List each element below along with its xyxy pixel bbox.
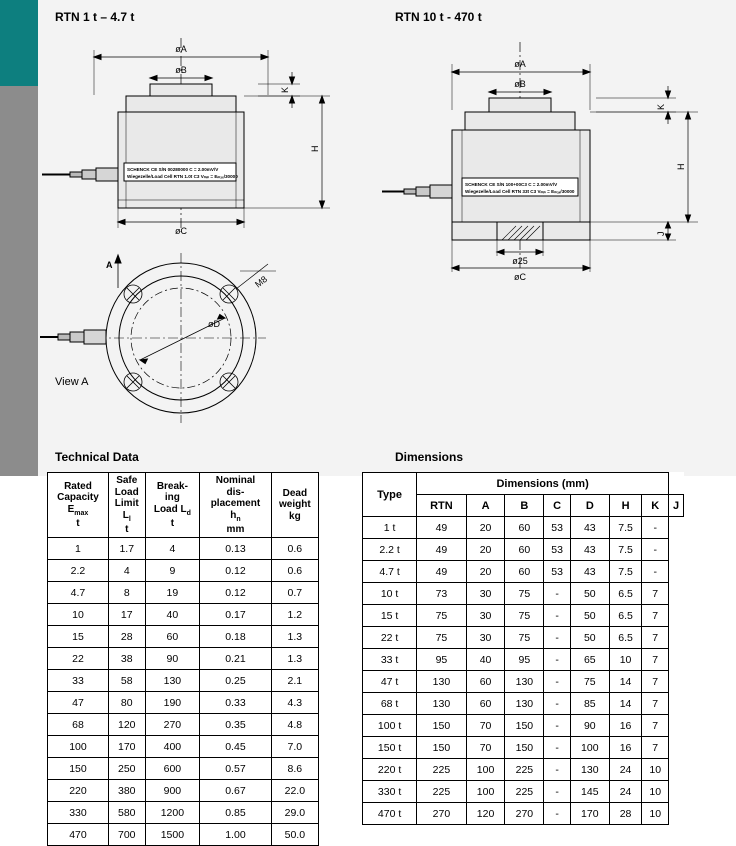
table-cell: 7 [642,693,669,715]
table-cell: 8.6 [271,758,318,780]
nameplate-right-line2: Wiegezelle/Load Cell RTN 33t C3 Vₘᵢₙ = Eₘₐₓ/30000 [465,189,575,194]
table-cell: 130 [570,759,609,781]
table-cell: 0.25 [200,670,272,692]
table-cell: 130 [505,671,544,693]
table-cell: 0.6 [271,538,318,560]
table-cell: 50 [570,627,609,649]
table-cell: 2.2 [48,560,109,582]
technical-data-table [47,472,319,846]
th-line: t [76,517,80,529]
table-cell: 95 [417,649,466,671]
table-row [48,692,319,714]
table-cell: 75 [505,583,544,605]
table-cell: - [642,517,669,539]
table-cell: 120 [108,714,145,736]
table-cell: 10 t [363,583,417,605]
table-cell: 40 [145,604,200,626]
table-cell: 0.7 [271,582,318,604]
table-cell: 1 [48,538,109,560]
table-cell: 330 [48,802,109,824]
table-cell: 225 [417,759,466,781]
th-line: Load $L_d$ [153,503,191,517]
table-cell: 7.0 [271,736,318,758]
table-cell: 80 [108,692,145,714]
table-cell: - [544,715,571,737]
svg-text:øC: øC [175,226,187,236]
table-row [363,539,684,561]
table-cell: 270 [417,803,466,825]
svg-text:øB: øB [514,79,526,89]
table-cell: 150 [505,737,544,759]
table-cell: 68 t [363,693,417,715]
table-cell: 75 [505,627,544,649]
table-cell: 7.5 [609,517,642,539]
table-cell: 130 [417,693,466,715]
svg-text:øD: øD [208,319,220,329]
table-cell: 220 t [363,759,417,781]
table-cell: 75 [505,605,544,627]
table-cell: 75 [417,627,466,649]
table-cell: 50 [570,583,609,605]
table-row [363,715,684,737]
table-cell: 70 [466,737,505,759]
table-cell: 470 [48,824,109,846]
table-cell: 7 [642,583,669,605]
th-line: Limit [114,498,139,509]
table-cell: 60 [505,539,544,561]
heading-right-drawing: RTN 10 t - 470 t [395,10,482,24]
table-row [363,671,684,693]
table-cell: 6.5 [609,605,642,627]
table-cell: 170 [570,803,609,825]
table-header-row [48,473,319,538]
table-cell: 0.17 [200,604,272,626]
table-cell: 100 [466,759,505,781]
table-row [48,538,319,560]
table-cell: 0.33 [200,692,272,714]
svg-text:M8: M8 [253,273,270,290]
table-cell: 0.12 [200,560,272,582]
table-cell: 150 t [363,737,417,759]
th-line: weight [279,499,311,511]
table-cell: 20 [466,517,505,539]
table-cell: 14 [609,693,642,715]
table-cell: 9 [145,560,200,582]
th-line: Break- [156,480,188,492]
table-row [363,649,684,671]
table-cell: 170 [108,736,145,758]
table-row [48,802,319,824]
table-cell: 30 [466,627,505,649]
table-cell: 6.5 [609,583,642,605]
table-cell: 1.2 [271,604,318,626]
table-cell: 7 [642,649,669,671]
table-cell: 0.45 [200,736,272,758]
table-cell: 330 t [363,781,417,803]
table-cell: - [544,693,571,715]
table-cell: 220 [48,780,109,802]
table-row [48,736,319,758]
table-cell: 150 [417,715,466,737]
table-cell: 225 [417,781,466,803]
table-cell: 6.5 [609,627,642,649]
table-cell: 130 [505,693,544,715]
table-cell: 60 [466,693,505,715]
table-cell: 0.21 [200,648,272,670]
table-header-row [363,473,684,495]
th-line: Load [114,486,139,498]
table-cell: 90 [570,715,609,737]
table-row [363,759,684,781]
table-cell: 10 [642,781,669,803]
table-cell: - [544,803,571,825]
table-cell: 60 [466,671,505,693]
table-cell: 43 [570,517,609,539]
nameplate-left-line1: SCHENCK CE S/N 00280000 C = 2.00mV/V [127,167,219,172]
table-cell: 22 t [363,627,417,649]
table-row [48,824,319,846]
th-line: Safe [116,475,138,486]
table-cell: 10 [609,649,642,671]
table-cell: - [544,671,571,693]
table-cell: 17 [108,604,145,626]
table-cell: 4 [145,538,200,560]
table-cell: 22.0 [271,780,318,802]
table-cell: 7.5 [609,539,642,561]
table-row [363,627,684,649]
table-cell: 270 [505,803,544,825]
th-line: $E_{max}$ [67,503,89,517]
table-cell: 58 [108,670,145,692]
view-arrow-a-label: A [106,260,113,270]
table-cell: 7 [642,715,669,737]
table-row [363,737,684,759]
table-cell: 73 [417,583,466,605]
table-cell: 19 [145,582,200,604]
table-cell: 28 [108,626,145,648]
table-cell: 75 [570,671,609,693]
table-cell: 7 [642,671,669,693]
table-row [363,517,684,539]
table-cell: 1200 [145,802,200,824]
table-cell: 4 [108,560,145,582]
table-cell: 22 [48,648,109,670]
table-cell: 10 [642,803,669,825]
table-cell: 65 [570,649,609,671]
svg-text:J: J [656,231,666,236]
table-cell: 7 [642,737,669,759]
th-line: t [125,523,129,535]
table-row [363,605,684,627]
svg-text:K: K [656,103,666,110]
table-row [48,714,319,736]
table-row [48,648,319,670]
table-row [48,560,319,582]
table-cell: 4.7 t [363,561,417,583]
table-row [363,781,684,803]
th-type: Type [363,473,417,517]
table-row [48,604,319,626]
table-cell: - [544,605,571,627]
th-d: D [570,495,609,517]
svg-text:øA: øA [175,44,187,54]
table-row [48,758,319,780]
table-cell: 1500 [145,824,200,846]
svg-text:øB: øB [175,65,187,75]
th-a: A [466,495,505,517]
th-h: H [609,495,642,517]
table-cell: 49 [417,561,466,583]
table-cell: 28 [609,803,642,825]
table-cell: 60 [505,517,544,539]
table-cell: - [544,649,571,671]
table-cell: 15 [48,626,109,648]
table-cell: 49 [417,517,466,539]
table-cell: 53 [544,561,571,583]
table-cell: 150 [48,758,109,780]
table-cell: 0.57 [200,758,272,780]
table-cell: 900 [145,780,200,802]
table-cell: 0.12 [200,582,272,604]
table-cell: 30 [466,583,505,605]
th-line: $h_n$ [230,509,241,523]
table-cell: 20 [466,561,505,583]
svg-text:K: K [280,86,290,93]
table-cell: 7 [642,605,669,627]
table-cell: 600 [145,758,200,780]
table-cell: 1 t [363,517,417,539]
th-k: K [642,495,669,517]
table-cell: 49 [417,539,466,561]
table-cell: 470 t [363,803,417,825]
table-cell: 0.67 [200,780,272,802]
nameplate-right-line1: SCHENCK CE S/N 100+00C3 C = 2.00mV/V [465,182,558,187]
table-cell: 20 [466,539,505,561]
table-row [363,693,684,715]
table-cell: 43 [570,561,609,583]
table-row [48,670,319,692]
table-cell: 1.00 [200,824,272,846]
th-dead-weight [271,473,318,538]
table-cell: 90 [145,648,200,670]
table-cell: - [642,561,669,583]
table-cell: - [544,781,571,803]
table-cell: 60 [145,626,200,648]
table-cell: 1.3 [271,648,318,670]
th-line: ing [164,492,180,504]
table-row [48,582,319,604]
table-cell: 14 [609,671,642,693]
table-cell: 7.5 [609,561,642,583]
table-cell: 0.35 [200,714,272,736]
table-row [48,626,319,648]
table-cell: 700 [108,824,145,846]
table-cell: 85 [570,693,609,715]
table-cell: 8 [108,582,145,604]
table-cell: 24 [609,781,642,803]
table-cell: 24 [609,759,642,781]
table-cell: 29.0 [271,802,318,824]
table-cell: 270 [145,714,200,736]
table-cell: 0.13 [200,538,272,560]
table-cell: 70 [466,715,505,737]
table-cell: 225 [505,781,544,803]
table-cell: 16 [609,737,642,759]
th-line: Rated [64,480,92,492]
table-cell: - [544,737,571,759]
svg-text:ø25: ø25 [512,256,528,266]
view-a-label: View A [55,376,89,388]
table-cell: 30 [466,605,505,627]
table-cell: 50 [570,605,609,627]
table-cell: 15 t [363,605,417,627]
table-cell: 150 [505,715,544,737]
heading-left-drawing: RTN 1 t – 4.7 t [55,10,135,24]
table-cell: 580 [108,802,145,824]
table-cell: 130 [417,671,466,693]
table-cell: 4.3 [271,692,318,714]
table-cell: 380 [108,780,145,802]
nameplate-left-line2: Wiegezelle/Load Cell RTN 1.0t C3 Vₘᵢₙ = Eₘₐₓ/30000 [127,174,238,179]
th-line: Capacity [57,492,99,504]
table-cell: 68 [48,714,109,736]
th-c: C [544,495,571,517]
th-line: Dead [282,487,308,499]
table-cell: 43 [570,539,609,561]
table-row [363,803,684,825]
table-cell: - [544,627,571,649]
table-cell: 40 [466,649,505,671]
th-breaking-load [145,473,200,538]
heading-dimensions: Dimensions [395,450,464,464]
table-cell: 150 [417,737,466,759]
th-b: B [505,495,544,517]
th-rtn: RTN [417,495,466,517]
table-cell: 2.1 [271,670,318,692]
table-cell: 225 [505,759,544,781]
table-cell: - [544,759,571,781]
th-line: $L_l$ [122,509,131,523]
dimensions-table [362,472,684,825]
table-cell: 145 [570,781,609,803]
svg-text:H: H [676,163,686,170]
table-cell: 250 [108,758,145,780]
table-cell: 100 t [363,715,417,737]
table-cell: 53 [544,539,571,561]
th-line: dis- [226,486,245,498]
table-cell: 60 [505,561,544,583]
table-cell: - [642,539,669,561]
th-safe-load-limit [108,473,145,538]
table-cell: 2.2 t [363,539,417,561]
table-cell: 4.8 [271,714,318,736]
table-cell: 53 [544,517,571,539]
th-line: placement [210,498,261,509]
table-cell: 1.3 [271,626,318,648]
table-cell: 16 [609,715,642,737]
table-cell: 400 [145,736,200,758]
th-rated-capacity [48,473,109,538]
table-cell: 7 [642,627,669,649]
table-cell: 50.0 [271,824,318,846]
table-cell: 100 [466,781,505,803]
th-line: kg [289,510,301,522]
table-cell: 100 [570,737,609,759]
table-cell: 47 [48,692,109,714]
table-row [363,561,684,583]
heading-technical-data: Technical Data [55,450,139,464]
table-row [363,583,684,605]
th-j: J [669,495,684,517]
table-cell: 1.7 [108,538,145,560]
table-cell: 4.7 [48,582,109,604]
th-dimensions-group: Dimensions (mm) [417,473,669,495]
table-row [48,780,319,802]
table-cell: 10 [48,604,109,626]
table-cell: 0.85 [200,802,272,824]
table-cell: 33 t [363,649,417,671]
table-cell: - [544,583,571,605]
table-cell: 100 [48,736,109,758]
table-cell: 47 t [363,671,417,693]
table-cell: 190 [145,692,200,714]
svg-text:øC: øC [514,272,526,282]
table-cell: 120 [466,803,505,825]
table-cell: 0.18 [200,626,272,648]
th-nominal-displacement [200,473,272,538]
table-cell: 10 [642,759,669,781]
svg-text:H: H [310,145,320,152]
table-cell: 38 [108,648,145,670]
white-bar-segment [0,476,38,843]
svg-text:øA: øA [514,59,526,69]
th-line: Nominal [215,475,256,486]
table-cell: 33 [48,670,109,692]
table-cell: 75 [417,605,466,627]
table-cell: 95 [505,649,544,671]
table-cell: 0.6 [271,560,318,582]
th-line: t [170,517,175,529]
table-cell: 130 [145,670,200,692]
th-line: mm [226,523,245,535]
